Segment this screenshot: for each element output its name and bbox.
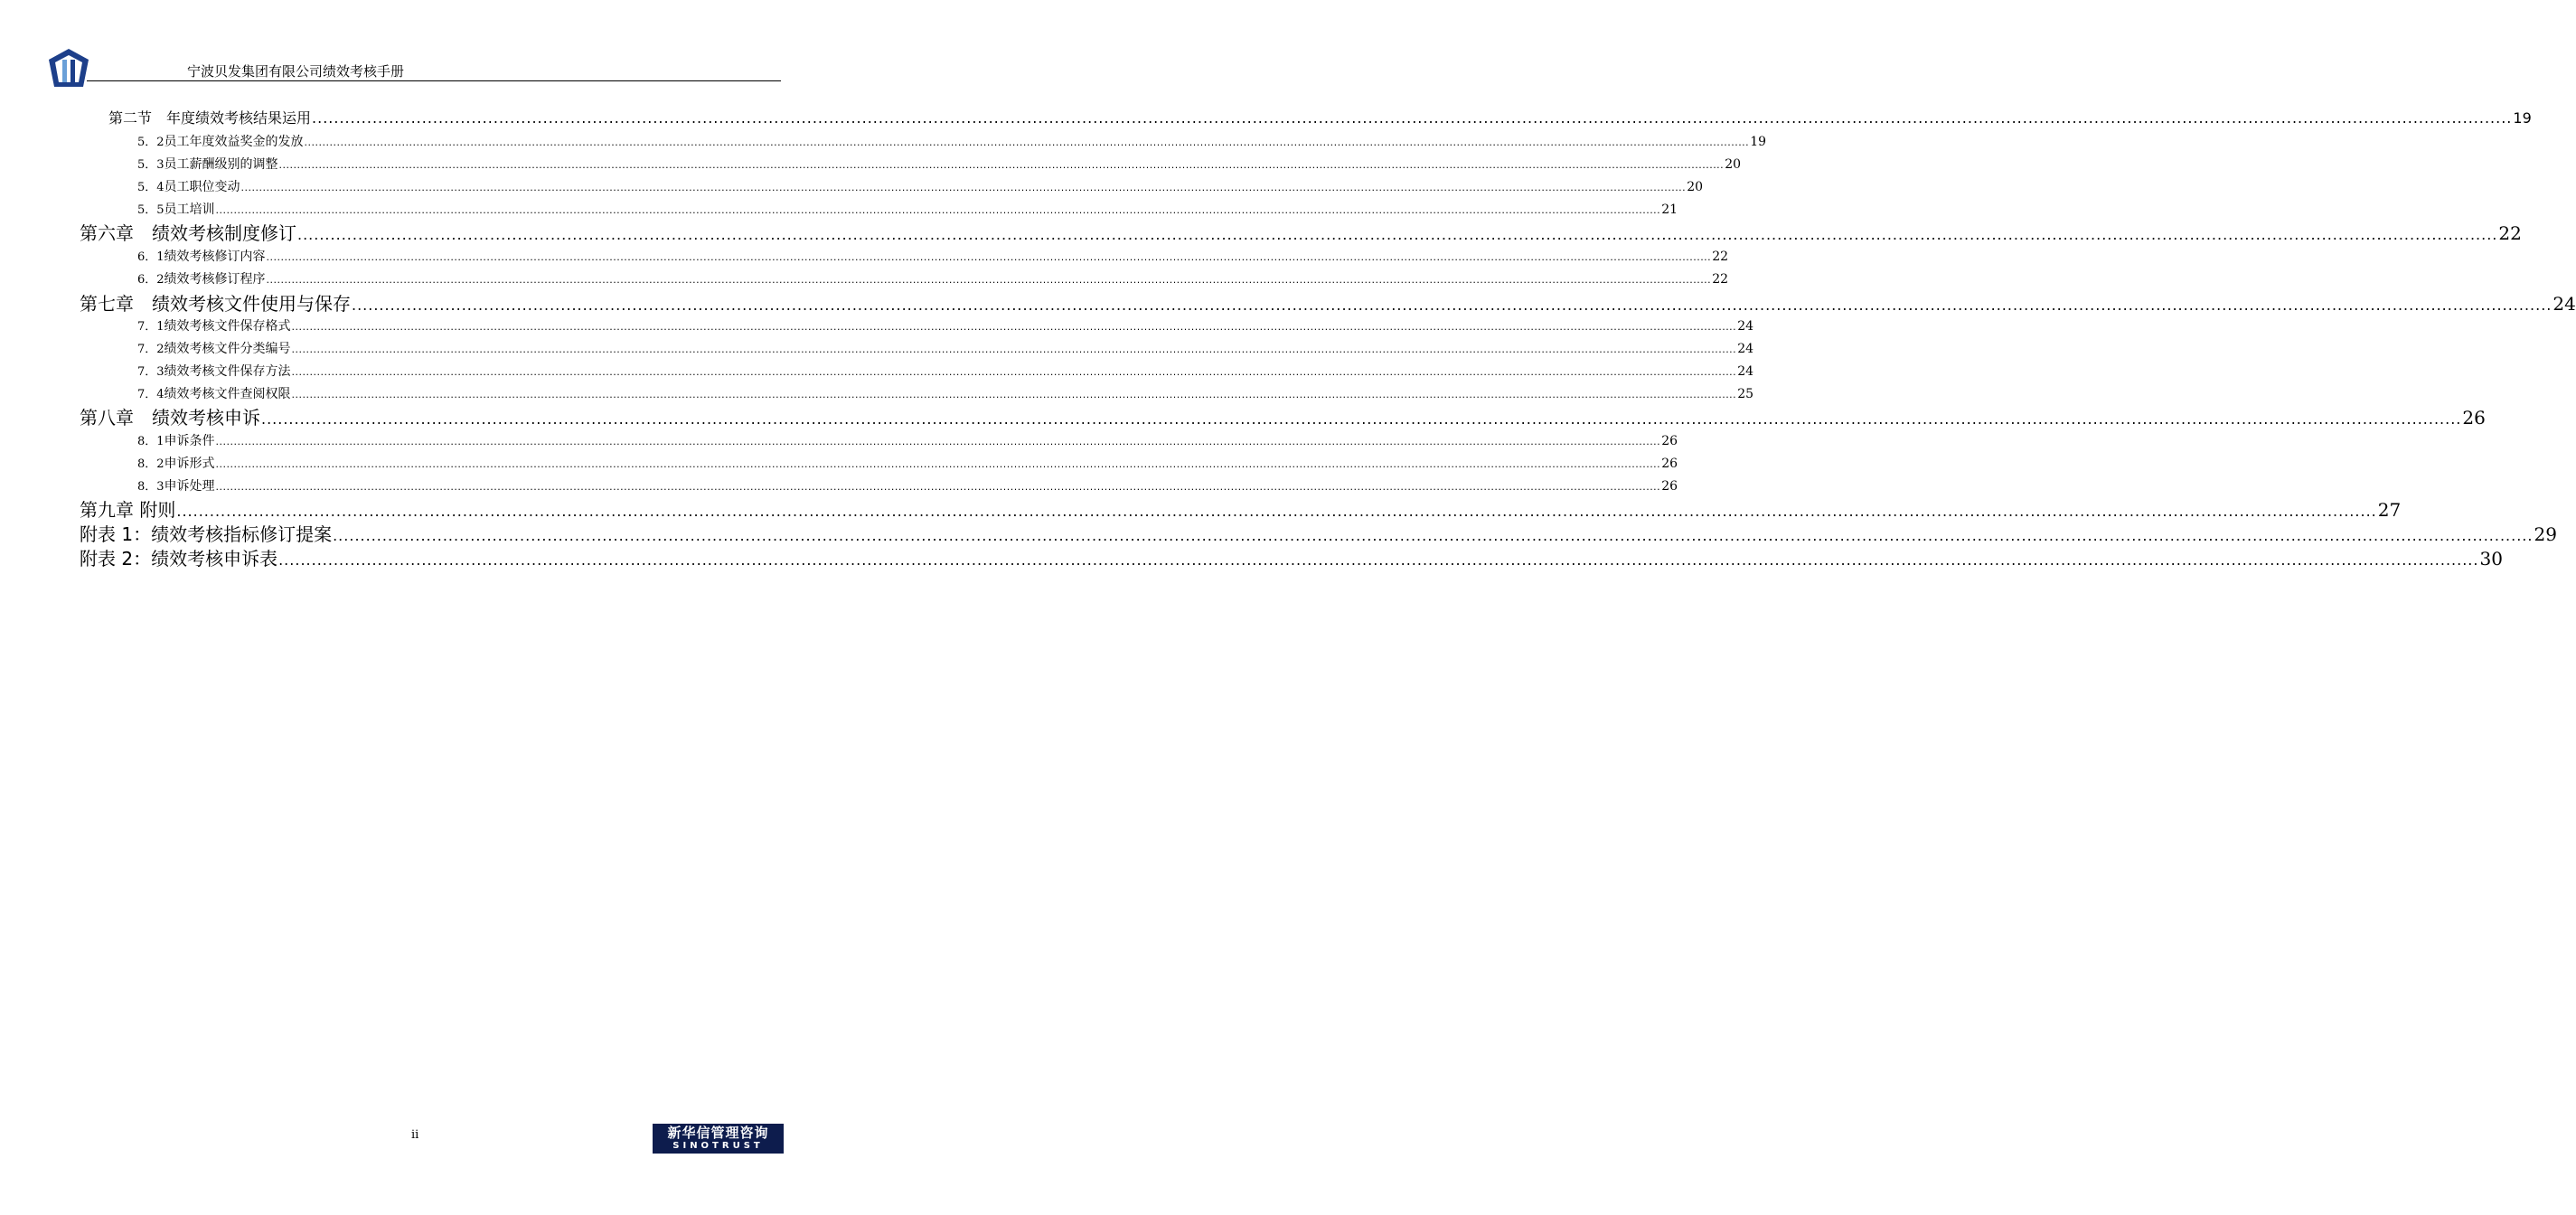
- toc-entry[interactable]: [137, 177, 1704, 195]
- toc-entry-page: 29: [2534, 523, 2557, 545]
- toc-entry-label: [137, 316, 291, 334]
- toc-entry-text: 申诉处理: [164, 479, 215, 494]
- toc-dot-leader: ................................................................................................................................................................................................................................................................................................................................................................................................................: [352, 297, 2552, 314]
- toc-entry-label: [108, 107, 311, 127]
- toc-entry-number: 5．4: [137, 181, 165, 194]
- header-rule: [87, 80, 781, 81]
- toc-entry-text: 第六章 绩效考核制度修订: [80, 222, 296, 244]
- toc-entry-page: 24: [1737, 364, 1754, 379]
- toc-entry[interactable]: [137, 384, 1754, 402]
- toc-entry-text: 绩效考核修订程序: [164, 272, 266, 287]
- toc-entry[interactable]: [137, 339, 1754, 357]
- toc-entry-number: 7．3: [137, 365, 165, 379]
- toc-entry-number: 8．2: [137, 457, 165, 471]
- toc-dot-leader: ................................................................................................................................................................................................................................................................................................................................................................................................................: [333, 527, 2534, 544]
- toc-entry-text: 第九章 附则: [80, 499, 176, 521]
- toc-entry-text: 员工薪酬级别的调整: [164, 157, 278, 172]
- toc-entry[interactable]: [137, 431, 1678, 449]
- toc-entry-label: [80, 289, 351, 316]
- toc-entry-label: [80, 520, 332, 546]
- toc-entry-text: 绩效考核文件保存格式: [164, 319, 291, 334]
- toc-dot-leader: ................................................................................................................................................................................................................................................................................................................................................................................................................: [291, 389, 1737, 400]
- toc-dot-leader: ................................................................................................................................................................................................................................................................................................................................................................................................................: [261, 410, 2462, 428]
- toc-entry-page: 22: [1712, 272, 1729, 287]
- toc-entry[interactable]: [137, 155, 1742, 173]
- toc-entry-label: [137, 132, 304, 150]
- toc-entry-label: [137, 339, 291, 357]
- toc-entry-page: 26: [1661, 479, 1678, 494]
- toc-entry-page: 20: [1725, 157, 1742, 172]
- toc-entry-text: 绩效考核修订内容: [164, 250, 266, 264]
- toc-entry-label: [137, 362, 291, 380]
- toc-entry[interactable]: [80, 544, 2503, 570]
- toc-entry-number: 6．2: [137, 273, 165, 287]
- toc-entry-label: [80, 495, 175, 522]
- toc-entry-label: [80, 403, 260, 429]
- toc-entry-text: 绩效考核文件保存方法: [164, 364, 291, 379]
- toc-dot-leader: ................................................................................................................................................................................................................................................................................................................................................................................................................: [266, 274, 1712, 286]
- toc-entry[interactable]: [137, 316, 1754, 334]
- toc-entry[interactable]: [80, 289, 2576, 316]
- brand-en: SINOTRUST: [672, 1141, 764, 1151]
- toc-entry-label: [137, 431, 215, 449]
- toc-dot-leader: ................................................................................................................................................................................................................................................................................................................................................................................................................: [312, 109, 2513, 127]
- toc-entry-number: 8．3: [137, 480, 165, 494]
- toc-entry-label: [80, 219, 296, 245]
- toc-entry-number: 7．2: [137, 343, 165, 356]
- toc-entry[interactable]: [137, 454, 1678, 472]
- toc-entry[interactable]: [137, 476, 1678, 494]
- toc-entry-text: 员工职位变动: [164, 180, 240, 194]
- toc-entry-page: 26: [2462, 407, 2486, 429]
- toc-dot-leader: ................................................................................................................................................................................................................................................................................................................................................................................................................: [266, 251, 1712, 263]
- toc-entry-label: [80, 544, 277, 570]
- toc-entry-label: [137, 247, 266, 265]
- sinotrust-logo: [653, 1124, 784, 1154]
- toc-entry-page: 24: [1737, 342, 1754, 356]
- toc-entry-text: 申诉条件: [164, 434, 215, 448]
- toc-dot-leader: ................................................................................................................................................................................................................................................................................................................................................................................................................: [240, 182, 1687, 193]
- toc-dot-leader: ................................................................................................................................................................................................................................................................................................................................................................................................................: [304, 137, 1750, 148]
- toc-entry-text: 附表 2：绩效考核申诉表: [80, 548, 278, 570]
- toc-entry-text: 第八章 绩效考核申诉: [80, 407, 260, 429]
- toc-entry[interactable]: [80, 495, 2402, 522]
- toc-entry-page: 26: [1661, 457, 1678, 471]
- toc-dot-leader: ................................................................................................................................................................................................................................................................................................................................................................................................................: [215, 458, 1661, 470]
- toc-entry[interactable]: [137, 200, 1678, 218]
- document-title: 宁波贝发集团有限公司绩效考核手册: [187, 63, 405, 80]
- toc-dot-leader: ................................................................................................................................................................................................................................................................................................................................................................................................................: [278, 551, 2479, 569]
- toc-entry[interactable]: [108, 107, 2532, 127]
- toc-entry[interactable]: [137, 247, 1729, 265]
- toc-entry-label: [137, 454, 215, 472]
- toc-entry[interactable]: [80, 219, 2522, 245]
- toc-entry-text: 第七章 绩效考核文件使用与保存: [80, 293, 351, 315]
- toc-entry-text: 申诉形式: [164, 457, 215, 471]
- toc-entry-number: 7．1: [137, 320, 165, 334]
- toc-dot-leader: ................................................................................................................................................................................................................................................................................................................................................................................................................: [215, 436, 1661, 447]
- toc-entry-text: 员工培训: [164, 202, 215, 217]
- toc-entry-number: 5．3: [137, 158, 165, 172]
- toc-entry-page: 27: [2377, 499, 2402, 521]
- toc-entry[interactable]: [80, 403, 2486, 429]
- toc-entry-text: 第二节 年度绩效考核结果运用: [108, 109, 312, 127]
- brand-cn: 新华信管理咨询: [667, 1125, 769, 1141]
- toc-dot-leader: ................................................................................................................................................................................................................................................................................................................................................................................................................: [297, 226, 2498, 243]
- toc-entry-number: 8．1: [137, 435, 165, 448]
- toc-entry-text: 绩效考核文件查阅权限: [164, 387, 291, 401]
- toc-entry-page: 20: [1687, 180, 1704, 194]
- toc-dot-leader: ................................................................................................................................................................................................................................................................................................................................................................................................................: [215, 204, 1661, 216]
- toc-entry-page: 30: [2479, 548, 2503, 570]
- toc-entry-number: 6．1: [137, 250, 165, 264]
- toc-entry-page: 19: [1750, 135, 1767, 149]
- toc-entry[interactable]: [137, 362, 1754, 380]
- toc-entry-text: 员工年度效益奖金的发放: [164, 135, 304, 149]
- toc-entry-text: 绩效考核文件分类编号: [164, 342, 291, 356]
- toc-dot-leader: ................................................................................................................................................................................................................................................................................................................................................................................................................: [278, 159, 1725, 171]
- toc-entry-label: [137, 476, 215, 494]
- toc-dot-leader: ................................................................................................................................................................................................................................................................................................................................................................................................................: [215, 481, 1661, 493]
- toc-entry-label: [137, 177, 240, 195]
- toc-entry[interactable]: [137, 269, 1729, 287]
- toc-dot-leader: ................................................................................................................................................................................................................................................................................................................................................................................................................: [291, 344, 1737, 355]
- company-logo-icon: [47, 47, 90, 89]
- toc-entry-label: [137, 155, 278, 173]
- toc-entry-page: 21: [1661, 202, 1678, 217]
- toc-entry-page: 26: [1661, 434, 1678, 448]
- toc-entry-page: 25: [1737, 387, 1754, 401]
- toc-entry-page: 22: [2498, 222, 2522, 244]
- toc-entry-page: 24: [2552, 293, 2576, 315]
- toc-entry-label: [137, 384, 291, 402]
- toc-entry-label: [137, 200, 215, 218]
- toc-entry[interactable]: [80, 520, 2557, 546]
- toc-entry-number: 7．4: [137, 388, 165, 401]
- toc-dot-leader: ................................................................................................................................................................................................................................................................................................................................................................................................................: [291, 366, 1737, 378]
- toc-dot-leader: ................................................................................................................................................................................................................................................................................................................................................................................................................: [176, 503, 2377, 520]
- toc-entry-page: 22: [1712, 250, 1729, 264]
- toc-entry-number: 5．2: [137, 136, 165, 149]
- toc-entry-label: [137, 269, 266, 287]
- toc-dot-leader: ................................................................................................................................................................................................................................................................................................................................................................................................................: [291, 321, 1737, 333]
- toc-entry-page: 24: [1737, 319, 1754, 334]
- toc-entry[interactable]: [137, 132, 1767, 150]
- toc-entry-number: 5．5: [137, 203, 165, 217]
- page-number: ii: [411, 1128, 419, 1142]
- page-header: [47, 47, 781, 83]
- toc-entry-text: 附表 1：绩效考核指标修订提案: [80, 523, 333, 545]
- toc-entry-page: 19: [2513, 109, 2532, 127]
